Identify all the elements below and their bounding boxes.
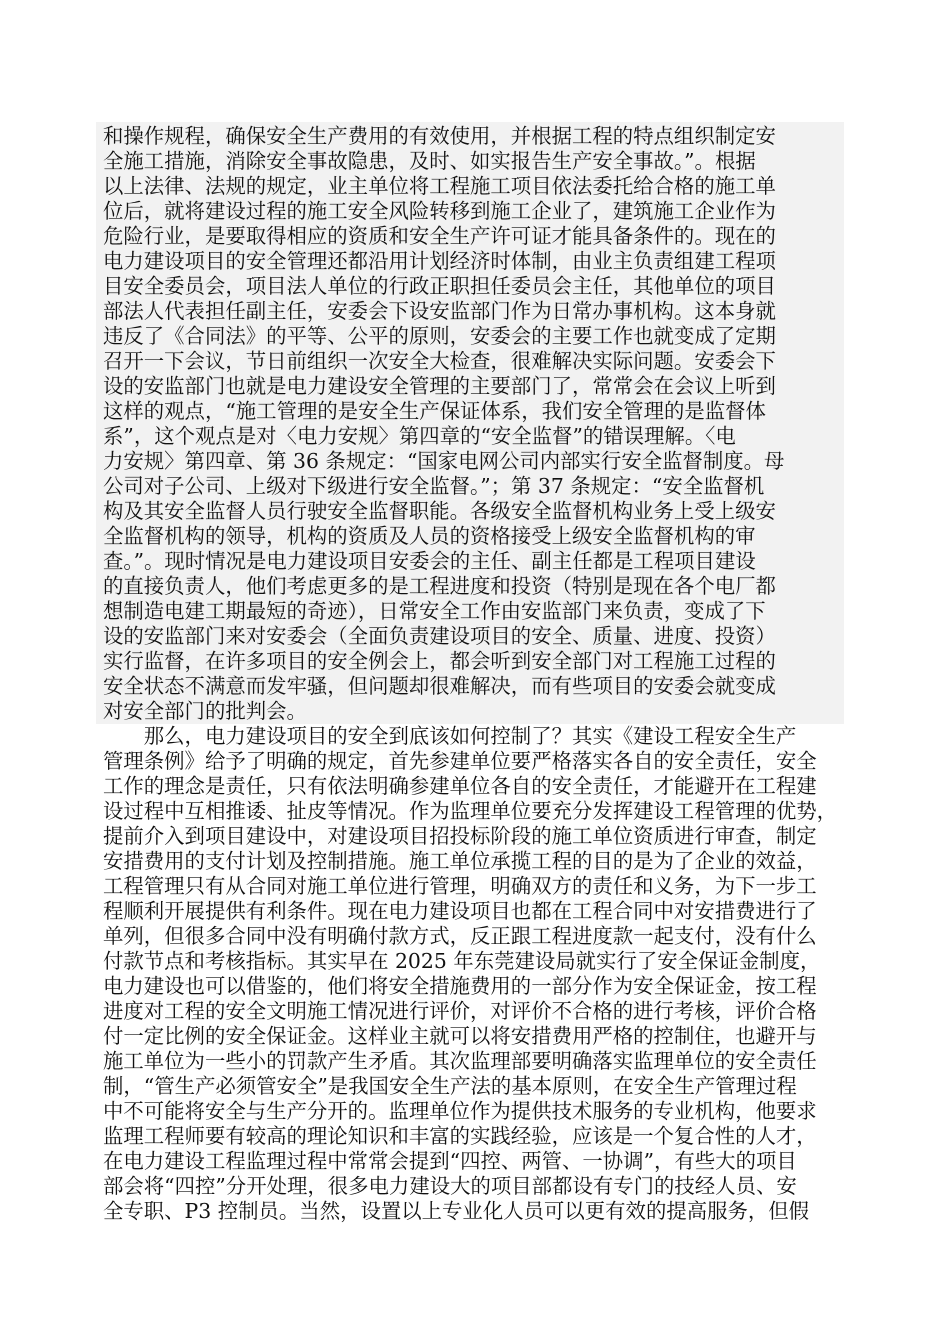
text-line: 构及其安全监督人员行驶安全监督职能。各级安全监督机构业务上受上级安 <box>103 499 776 523</box>
text-line: 目安全委员会，项目法人单位的行政正职担任委员会主任，其他单位的项目 <box>103 274 776 298</box>
text-line: 安全状态不满意而发牢骚，但问题却很难解决，而有些项目的安委会就变成 <box>103 674 776 698</box>
text-line: 付一定比例的安全保证金。这样业主就可以将安措费用严格的控制住，也避开与 <box>103 1024 817 1048</box>
text-line: 设的安监部门来对安委会（全面负责建设项目的安全、质量、进度、投资） <box>103 624 776 648</box>
text-line: 全专职、P3 控制员。当然，设置以上专业化人员可以更有效的提高服务，但假 <box>103 1199 810 1223</box>
text-line: 安措费用的支付计划及控制措施。施工单位承揽工程的目的是为了企业的效益， <box>103 849 817 873</box>
text-line: 那么，电力建设项目的安全到底该如何控制了？其实《建设工程安全生产 <box>103 724 797 748</box>
text-line: 在电力建设工程监理过程中常常会提到“四控、两管、一协调”，有些大的项目 <box>103 1149 797 1173</box>
text-line: 查。”。现时情况是电力建设项目安委会的主任、副主任都是工程项目建设 <box>103 549 756 573</box>
text-line: 召开一下会议，节日前组织一次安全大检查，很难解决实际问题。安委会下 <box>103 349 776 373</box>
text-line: 部法人代表担任副主任，安委会下设安监部门作为日常办事机构。这本身就 <box>103 299 776 323</box>
text-line: 单列，但很多合同中没有明确付款方式，反正跟工程进度款一起支付，没有什么 <box>103 924 817 948</box>
text-line: 制，“管生产必须管安全”是我国安全生产法的基本原则，在安全生产管理过程 <box>103 1074 797 1098</box>
text-line: 系”，这个观点是对〈电力安规〉第四章的“安全监督”的错误理解。〈电 <box>103 424 736 448</box>
text-line: 想制造电建工期最短的奇迹），日常安全工作由安监部门来负责，变成了下 <box>103 599 766 623</box>
text-line: 这样的观点，“施工管理的是安全生产保证体系，我们安全管理的是监督体 <box>103 399 766 423</box>
text-line: 设的安监部门也就是电力建设安全管理的主要部门了，常常会在会议上听到 <box>103 374 776 398</box>
text-line: 和操作规程，确保安全生产费用的有效使用，并根据工程的特点组织制定安 <box>103 124 776 148</box>
text-line: 电力建设也可以借鉴的，他们将安全措施费用的一部分作为安全保证金，按工程 <box>103 974 817 998</box>
text-line: 位后，就将建设过程的施工安全风险转移到施工企业了，建筑施工企业作为 <box>103 199 776 223</box>
text-line: 中不可能将安全与生产分开的。监理单位作为提供技术服务的专业机构，他要求 <box>103 1099 817 1123</box>
text-line: 的直接负责人，他们考虑更多的是工程进度和投资（特别是现在各个电厂都 <box>103 574 776 598</box>
text-line: 电力建设项目的安全管理还都沿用计划经济时体制，由业主负责组建工程项 <box>103 249 776 273</box>
text-line: 工作的理念是责任，只有依法明确参建单位各自的安全责任，才能避开在工程建 <box>103 774 817 798</box>
text-line: 危险行业，是要取得相应的资质和安全生产许可证才能具备条件的。现在的 <box>103 224 776 248</box>
text-line: 全施工措施，消除安全事故隐患，及时、如实报告生产安全事故。”。根据 <box>103 149 756 173</box>
text-line: 以上法律、法规的规定，业主单位将工程施工项目依法委托给合格的施工单 <box>103 174 776 198</box>
text-line: 付款节点和考核指标。其实早在 2025 年东莞建设局就实行了安全保证金制度， <box>103 949 821 973</box>
text-line: 公司对子公司、上级对下级进行安全监督。”；第 37 条规定：“安全监督机 <box>103 474 765 498</box>
shaded-text-block <box>96 122 844 724</box>
text-line: 力安规〉第四章、第 36 条规定：“国家电网公司内部实行安全监督制度。母 <box>103 449 785 473</box>
text-line: 实行监督，在许多项目的安全例会上，都会听到安全部门对工程施工过程的 <box>103 649 776 673</box>
text-line: 违反了《合同法》的平等、公平的原则，安委会的主要工作也就变成了定期 <box>103 324 776 348</box>
text-line: 提前介入到项目建设中，对建设项目招投标阶段的施工单位资质进行审查，制定 <box>103 824 817 848</box>
text-line: 管理条例》给予了明确的规定，首先参建单位要严格落实各自的安全责任，安全 <box>103 749 817 773</box>
text-line: 部会将“四控”分开处理，很多电力建设大的项目部都设有专门的技经人员、安 <box>103 1174 797 1198</box>
text-line: 进度对工程的安全文明施工情况进行评价，对评价不合格的进行考核，评价合格 <box>103 999 817 1023</box>
text-line: 程顺利开展提供有利条件。现在电力建设项目也都在工程合同中对安措费进行了 <box>103 899 817 923</box>
text-line: 施工单位为一些小的罚款产生矛盾。其次监理部要明确落实监理单位的安全责任 <box>103 1049 817 1073</box>
text-line: 对安全部门的批判会。 <box>103 699 307 723</box>
text-line: 设过程中互相推诿、扯皮等情况。作为监理单位要充分发挥建设工程管理的优势， <box>103 799 838 823</box>
text-line: 全监督机构的领导，机构的资质及人员的资格接受上级安全监督机构的审 <box>103 524 756 548</box>
text-line: 工程管理只有从合同对施工单位进行管理，明确双方的责任和义务，为下一步工 <box>103 874 817 898</box>
text-line: 监理工程师要有较高的理论知识和丰富的实践经验，应该是一个复合性的人才， <box>103 1124 817 1148</box>
